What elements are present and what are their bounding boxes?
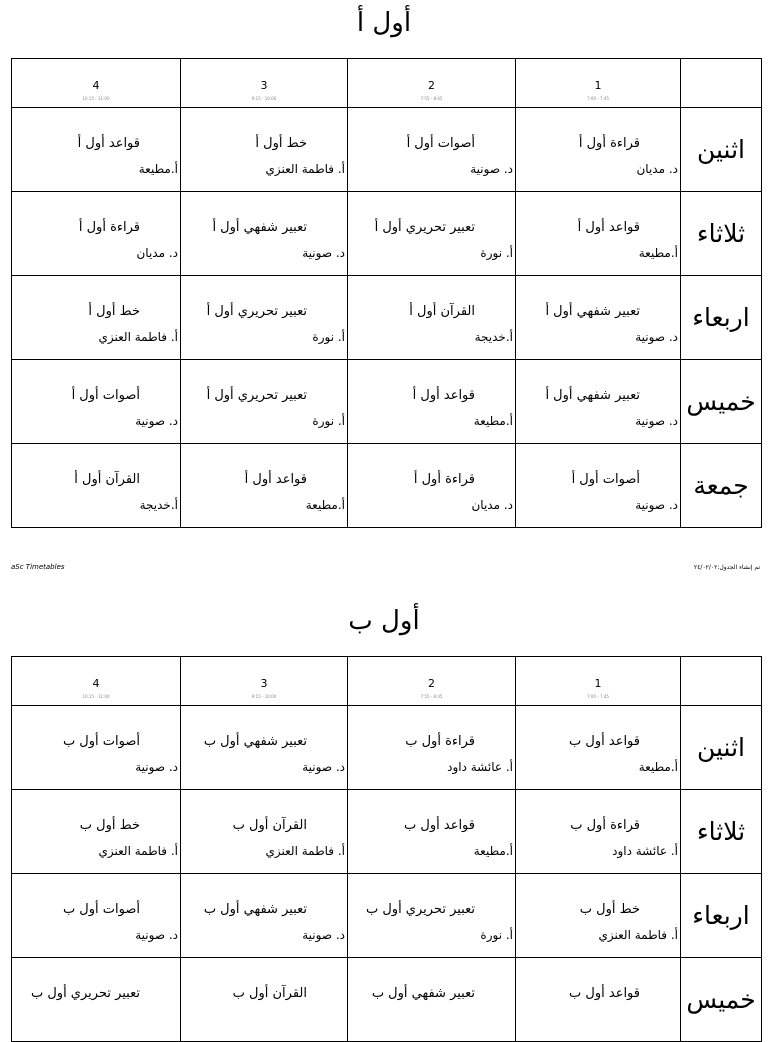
lesson-cell: [181, 360, 348, 444]
lesson-cell: [181, 706, 348, 790]
lesson-subject: قراءة أول ب: [405, 734, 475, 749]
lesson-cell: [348, 276, 516, 360]
lesson-subject: قواعد أول أ: [577, 220, 640, 235]
period-header: [516, 59, 681, 108]
lesson-subject: تعبير تحريري أول أ: [206, 388, 307, 403]
lesson-cell: [348, 790, 516, 874]
lesson-subject: قراءة أول ب: [570, 818, 640, 833]
lesson-cell: [348, 108, 516, 192]
lesson-subject: تعبير شفهي أول ب: [203, 902, 307, 917]
lesson-subject: القرآن أول أ: [74, 472, 140, 487]
lesson-subject: تعبير تحريري أول ب: [365, 902, 475, 917]
lesson-subject: قواعد أول ب: [569, 986, 640, 1001]
lesson-cell: [12, 360, 181, 444]
lesson-subject: تعبير شفهي أول ب: [203, 734, 307, 749]
period-header: [348, 59, 516, 108]
period-header: [181, 657, 348, 706]
period-number: 2: [428, 677, 435, 690]
lesson-teacher: د. صونية: [635, 414, 678, 428]
period-number: 2: [428, 79, 435, 92]
lesson-teacher: أ.مطيعة: [305, 498, 345, 512]
lesson-cell: [181, 444, 348, 528]
lesson-teacher: د. صونية: [635, 498, 678, 512]
timetable-row: [12, 192, 762, 276]
day-label: خميس: [681, 958, 762, 1042]
lesson-teacher: د. صونية: [135, 414, 178, 428]
lesson-cell: [181, 108, 348, 192]
corner-cell: [681, 59, 762, 108]
lesson-teacher: أ.خديجة: [139, 498, 178, 512]
lesson-teacher: أ. فاطمة العنزي: [265, 162, 345, 176]
timetable-1-title: أول أ: [356, 8, 412, 38]
lesson-cell: [181, 874, 348, 958]
lesson-teacher: د. صونية: [135, 928, 178, 942]
period-time: 10:15 - 11:00: [82, 694, 110, 699]
lesson-subject: أصوات أول ب: [62, 734, 140, 749]
lesson-teacher: أ. فاطمة العنزي: [265, 844, 345, 858]
lesson-teacher: أ. فاطمة العنزي: [598, 928, 678, 942]
lesson-cell: [516, 360, 681, 444]
timetable-row: [12, 444, 762, 528]
timetable-2-title: أول ب: [348, 606, 420, 636]
lesson-subject: أصوات أول أ: [71, 388, 140, 403]
lesson-cell: [12, 790, 181, 874]
period-number: 3: [260, 79, 268, 92]
lesson-teacher: أ. فاطمة العنزي: [98, 330, 178, 344]
period-header-row: [12, 657, 762, 706]
timetable-1: [11, 58, 762, 528]
lesson-teacher: أ. نورة: [480, 928, 513, 942]
lesson-subject: قواعد أول أ: [244, 472, 307, 487]
lesson-subject: تعبير تحريري أول ب: [30, 986, 140, 1001]
lesson-cell: [12, 276, 181, 360]
lesson-subject: القرآن أول أ: [409, 304, 475, 319]
footer-brand: aSc Timetables: [11, 563, 65, 571]
period-time: 7:00 - 7:45: [587, 694, 609, 699]
lesson-subject: القرآن أول ب: [232, 818, 307, 833]
lesson-cell: [12, 706, 181, 790]
lesson-subject: خط أول أ: [255, 136, 307, 151]
lesson-cell: [12, 958, 181, 1042]
lesson-cell: [348, 706, 516, 790]
lesson-teacher: أ.خديجة: [474, 330, 513, 344]
day-label: ثلاثاء: [681, 790, 762, 874]
lesson-subject: قراءة أول أ: [413, 472, 475, 487]
lesson-cell: [516, 108, 681, 192]
lesson-subject: القرآن أول ب: [232, 986, 307, 1001]
lesson-cell: [516, 790, 681, 874]
timetable-row: [12, 108, 762, 192]
lesson-cell: [181, 790, 348, 874]
lesson-cell: [348, 874, 516, 958]
period-number: 4: [92, 79, 100, 92]
lesson-teacher: أ. نورة: [480, 246, 513, 260]
lesson-teacher: أ.مطيعة: [473, 844, 513, 858]
timetable-2: [11, 656, 762, 1042]
lesson-cell: [12, 108, 181, 192]
lesson-subject: أصوات أول أ: [406, 136, 475, 151]
lesson-cell: [181, 192, 348, 276]
lesson-teacher: د. صونية: [302, 928, 345, 942]
day-label: اربعاء: [681, 874, 762, 958]
period-header-row: [12, 59, 762, 108]
period-number: 1: [594, 677, 602, 690]
lesson-subject: قواعد أول أ: [412, 388, 475, 403]
period-time: 7:00 - 7:45: [587, 96, 609, 101]
lesson-subject: خط أول ب: [579, 902, 640, 917]
day-label: ثلاثاء: [681, 192, 762, 276]
lesson-cell: [181, 958, 348, 1042]
footer-created-date: تم إنشاء الجدول:٢٤/٠٢/٠٢: [693, 564, 760, 571]
lesson-cell: [12, 192, 181, 276]
lesson-subject: أصوات أول ب: [62, 902, 140, 917]
day-label: اربعاء: [681, 276, 762, 360]
timetable-row: [12, 360, 762, 444]
lesson-cell: [181, 276, 348, 360]
lesson-teacher: د. صونية: [302, 760, 345, 774]
lesson-subject: قواعد أول ب: [569, 734, 640, 749]
lesson-subject: تعبير تحريري أول أ: [374, 220, 475, 235]
lesson-cell: [12, 874, 181, 958]
period-header: [12, 59, 181, 108]
period-number: 1: [594, 79, 602, 92]
day-label: اثنين: [681, 108, 762, 192]
corner-cell: [681, 657, 762, 706]
lesson-teacher: أ.مطيعة: [473, 414, 513, 428]
lesson-teacher: د. صونية: [635, 330, 678, 344]
timetable-row: [12, 276, 762, 360]
timetable-row: [12, 958, 762, 1042]
period-number: 3: [260, 677, 268, 690]
timetable-row: [12, 706, 762, 790]
timetable-row: [12, 874, 762, 958]
lesson-cell: [516, 444, 681, 528]
lesson-cell: [516, 874, 681, 958]
period-time: 7:55 - 8:45: [420, 694, 443, 699]
lesson-subject: قراءة أول أ: [578, 136, 640, 151]
timetable-row: [12, 790, 762, 874]
lesson-teacher: أ. فاطمة العنزي: [98, 844, 178, 858]
period-time: 9:15 - 10:00: [251, 694, 277, 699]
lesson-teacher: د. مديان: [136, 246, 178, 260]
lesson-subject: قراءة أول أ: [78, 220, 140, 235]
lesson-teacher: أ. نورة: [312, 330, 345, 344]
lesson-cell: [516, 192, 681, 276]
lesson-cell: [348, 444, 516, 528]
lesson-subject: تعبير شفهي أول ب: [371, 986, 475, 1001]
lesson-subject: تعبير شفهي أول أ: [545, 304, 640, 319]
period-time: 7:55 - 8:45: [420, 96, 443, 101]
period-time: 9:15 - 10:00: [251, 96, 277, 101]
lesson-cell: [348, 958, 516, 1042]
period-header: [12, 657, 181, 706]
lesson-subject: خط أول ب: [79, 818, 140, 833]
lesson-subject: تعبير تحريري أول أ: [206, 304, 307, 319]
day-label: خميس: [681, 360, 762, 444]
lesson-subject: أصوات أول أ: [571, 472, 640, 487]
lesson-teacher: د. مديان: [636, 162, 678, 176]
lesson-cell: [348, 360, 516, 444]
lesson-teacher: أ.مطيعة: [638, 760, 678, 774]
lesson-teacher: أ. نورة: [312, 414, 345, 428]
period-header: [516, 657, 681, 706]
lesson-subject: قواعد أول أ: [77, 136, 140, 151]
lesson-cell: [516, 958, 681, 1042]
lesson-teacher: د. صونية: [302, 246, 345, 260]
lesson-cell: [12, 444, 181, 528]
lesson-subject: تعبير شفهي أول أ: [212, 220, 307, 235]
lesson-teacher: أ.مطيعة: [138, 162, 178, 176]
lesson-cell: [516, 276, 681, 360]
lesson-teacher: أ. عائشة داود: [447, 760, 513, 774]
lesson-subject: خط أول أ: [88, 304, 140, 319]
period-time: 10:15 - 11:00: [82, 96, 110, 101]
lesson-teacher: د. صونية: [470, 162, 513, 176]
period-header: [181, 59, 348, 108]
day-label: اثنين: [681, 706, 762, 790]
lesson-teacher: أ.مطيعة: [638, 246, 678, 260]
lesson-cell: [516, 706, 681, 790]
day-label: جمعة: [681, 444, 762, 528]
period-number: 4: [92, 677, 100, 690]
period-header: [348, 657, 516, 706]
lesson-subject: تعبير شفهي أول أ: [545, 388, 640, 403]
lesson-teacher: أ. عائشة داود: [612, 844, 678, 858]
lesson-subject: قواعد أول ب: [404, 818, 475, 833]
lesson-teacher: د. مديان: [471, 498, 513, 512]
lesson-cell: [348, 192, 516, 276]
lesson-teacher: د. صونية: [135, 760, 178, 774]
